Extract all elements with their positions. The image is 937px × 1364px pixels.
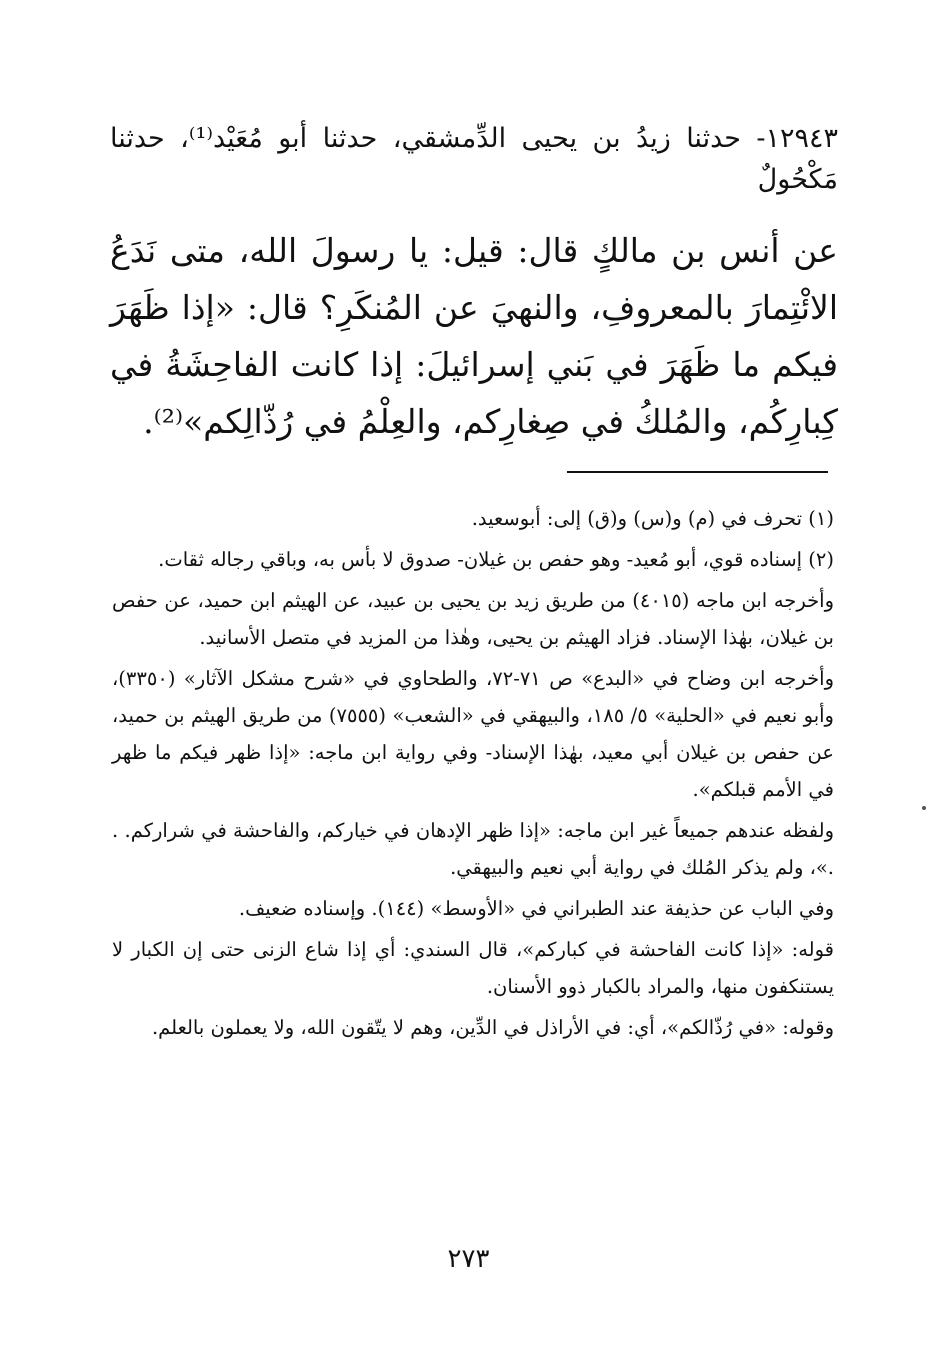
- footnote-paragraph: قوله: «إذا كانت الفاحشة في كبارکم»، قال السندي: أي إذا شاع الزنى حتى إن الكبار لا يستنكفون منها، والمراد بالكبار ذوو الأسنان.: [112, 938, 834, 998]
- scan-speck: [922, 806, 926, 810]
- hadith-header: ١٢٩٤٣- حدثنا زيدُ بن يحيى الدِّمشقي، حدثنا أبو مُعَيْد⁽¹⁾، حدثنا مَكْحُولٌ: [110, 123, 839, 195]
- footnote-divider: [567, 471, 828, 473]
- footnote-2: (٢) إسناده قوي، أبو مُعيد- وهو حفص بن غيلان- صدوق لا بأس به، وباقي رجاله ثقات.: [158, 548, 834, 571]
- page-number: ٢٧٣: [447, 1244, 490, 1274]
- footnote-paragraph: وفي الباب عن حذيفة عند الطبراني في «الأوسط» (١٤٤). وإسناده ضعيف.: [238, 897, 834, 920]
- footnote-paragraph: وأخرجه ابن ماجه (٤٠١٥) من طريق زيد بن يحيى بن عبيد، عن الهيثم ابن حميد، عن حفص بن غيلان، بهٰذا الإسناد. فزاد الهيثم بن يحيى، وهٰذا من المزيد في متصل الأسانيد.: [112, 589, 834, 649]
- footnote-paragraph: وأخرجه ابن وضاح في «البدع» ص ٧١-٧٢، والطحاوي في «شرح مشكل الآثار» (٣٣٥٠)، وأبو نعيم في «الحلية» ٥/ ١٨٥، والبيهقي في «الشعب» (٧٥٥٥) من طريق الهيثم بن حميد، عن حفص بن غيلان أبي معيد، بهٰذا الإسناد- وفي رواية ابن ماجه: «إذا ظهر فيكم ما ظهر في الأمم قبلكم».: [112, 667, 834, 801]
- footnotes: [112, 500, 834, 1050]
- footnote-paragraph: وقوله: «في رُذّالكم»، أي: في الأراذل في الدِّين، وهم لا يتّقون الله، ولا يعملون بالعلم.: [151, 1016, 834, 1039]
- footnote-1: (١) تحرف في (م) و(س) و(ق) إلى: أبوسعيد.: [471, 507, 834, 530]
- footnote-paragraph: ولفظه عندهم جميعاً غير ابن ماجه: «إذا ظهر الإدهان في خياركم، والفاحشة في شراركم. . .»، ولم يذكر المُلك في رواية أبي نعيم والبيهقي.: [112, 819, 834, 879]
- hadith-text: عن أنس بن مالكٍ قال: قيل: يا رسولَ الله، متى نَدَعُ الائْتِمارَ بالمعروفِ، والنهيَ عن المُنكَرِ؟ قال: «إذا ظَهَرَ فيكم ما ظَهَرَ في بَني إسرائيلَ: إذا كانت الفاحِشَةُ في كِبارِكُم، والمُلكُ في صِغارِكم، والعِلْمُ في رُذّالِكم»⁽²⁾.: [110, 231, 838, 441]
